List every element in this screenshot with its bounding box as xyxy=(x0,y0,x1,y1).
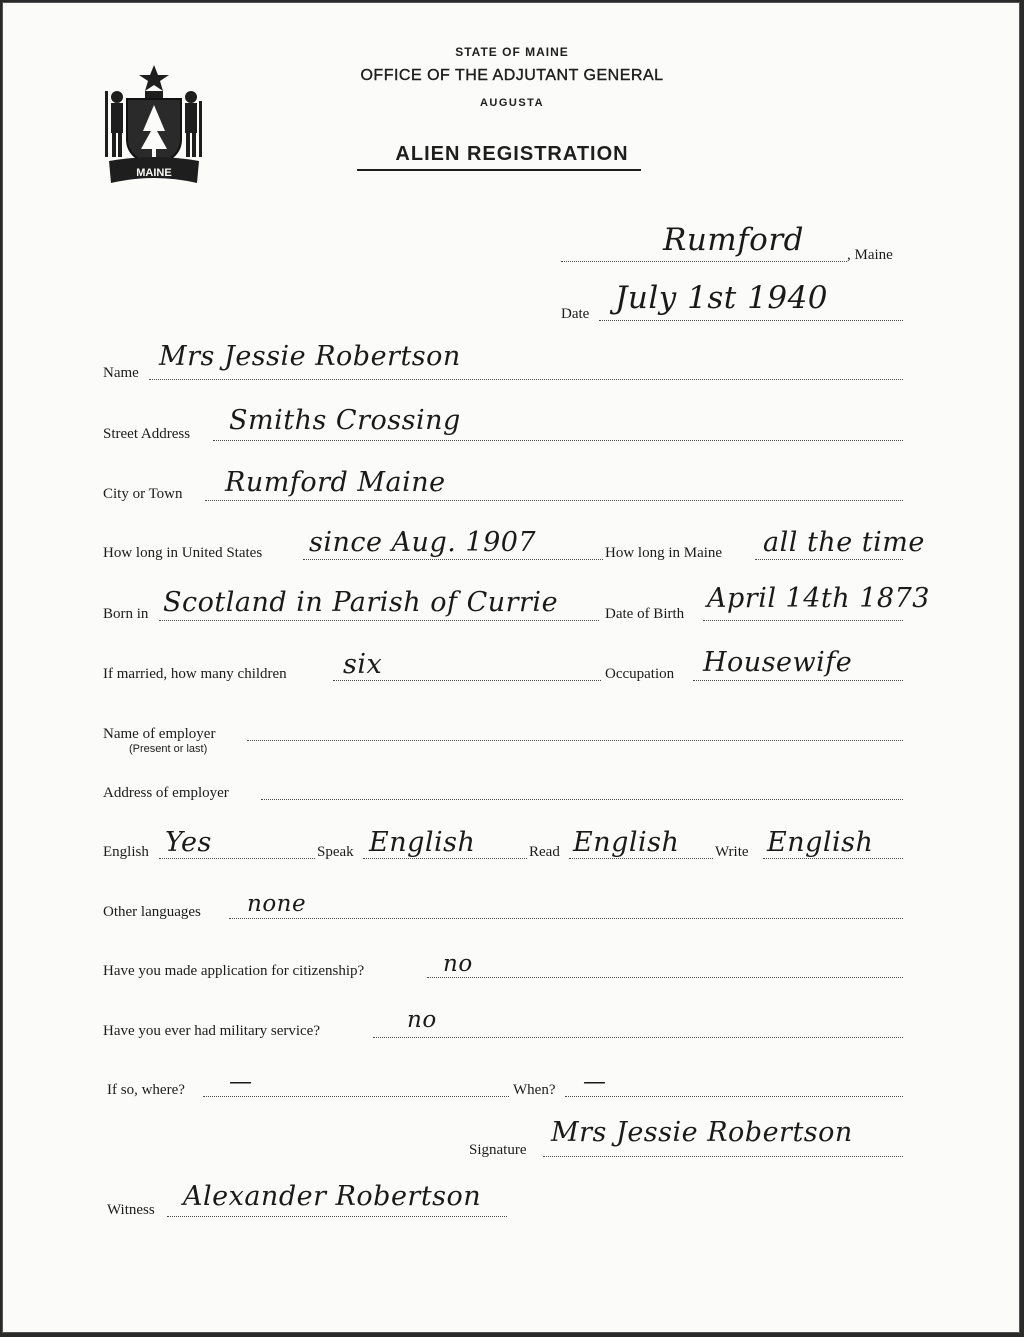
maine-duration-label: How long in Maine xyxy=(605,545,723,561)
english-label: English xyxy=(103,844,149,860)
read-label: Read xyxy=(529,844,560,860)
when-label: When? xyxy=(513,1082,556,1098)
signature-value: Mrs Jessie Robertson xyxy=(551,1117,853,1148)
place-label: , Maine xyxy=(847,247,893,263)
seal-label: MAINE xyxy=(136,167,172,179)
maine-duration-line xyxy=(755,559,903,560)
where-value: — xyxy=(229,1069,253,1095)
english-line xyxy=(159,858,315,859)
military-line xyxy=(373,1037,903,1038)
city-value: Rumford Maine xyxy=(225,467,446,498)
header-office: OFFICE OF THE ADJUTANT GENERAL xyxy=(360,67,664,84)
speak-line xyxy=(363,858,527,859)
us-duration-line xyxy=(303,559,603,560)
children-value: six xyxy=(343,649,383,680)
when-line xyxy=(565,1096,903,1097)
write-label: Write xyxy=(715,844,749,860)
citizenship-value: no xyxy=(443,951,473,977)
military-label: Have you ever had military service? xyxy=(103,1023,320,1039)
write-value: English xyxy=(767,827,874,858)
form-title: ALIEN REGISTRATION xyxy=(395,143,629,165)
citizenship-line xyxy=(427,977,903,978)
maine-duration-value: all the time xyxy=(763,527,925,558)
witness-line xyxy=(167,1216,507,1217)
english-value: Yes xyxy=(165,827,212,858)
read-value: English xyxy=(573,827,680,858)
date-label: Date xyxy=(561,306,590,322)
title-underline xyxy=(357,169,641,171)
born-in-label: Born in xyxy=(103,606,149,622)
dob-value: April 14th 1873 xyxy=(707,583,930,614)
dob-label: Date of Birth xyxy=(605,606,685,622)
other-languages-label: Other languages xyxy=(103,904,201,920)
us-duration-value: since Aug. 1907 xyxy=(309,527,537,558)
read-line xyxy=(569,858,713,859)
place-line xyxy=(561,261,847,262)
children-line xyxy=(333,680,601,681)
street-value: Smiths Crossing xyxy=(229,405,461,436)
speak-value: English xyxy=(369,827,476,858)
other-languages-line xyxy=(229,918,903,919)
when-value: — xyxy=(583,1069,607,1095)
street-label: Street Address xyxy=(103,426,191,442)
header-state: STATE OF MAINE xyxy=(455,45,569,59)
date-value: July 1st 1940 xyxy=(615,280,829,316)
employer-name-label: Name of employer xyxy=(103,726,216,742)
born-in-line xyxy=(159,620,599,621)
witness-value: Alexander Robertson xyxy=(183,1181,482,1212)
signature-line xyxy=(543,1156,903,1157)
witness-label: Witness xyxy=(107,1202,155,1218)
registration-form xyxy=(2,2,1020,1333)
dob-line xyxy=(703,620,903,621)
date-line xyxy=(599,320,903,321)
employer-name-line xyxy=(247,740,903,741)
name-label: Name xyxy=(103,365,139,381)
citizenship-label: Have you made application for citizenship? xyxy=(103,963,365,979)
speak-label: Speak xyxy=(317,844,354,860)
employer-address-line xyxy=(261,799,903,800)
children-label: If married, how many children xyxy=(103,666,287,682)
header-city: AUGUSTA xyxy=(479,97,545,109)
where-line xyxy=(203,1096,509,1097)
name-line xyxy=(149,379,903,380)
city-label: City or Town xyxy=(103,486,183,502)
place-value: Rumford xyxy=(663,222,805,258)
other-languages-value: none xyxy=(247,891,307,917)
occupation-line xyxy=(693,680,903,681)
signature-label: Signature xyxy=(469,1142,527,1158)
write-line xyxy=(763,858,903,859)
employer-address-label: Address of employer xyxy=(103,785,229,801)
employer-name-sublabel: (Present or last) xyxy=(129,743,208,755)
street-line xyxy=(213,440,903,441)
occupation-label: Occupation xyxy=(605,666,675,682)
born-in-value: Scotland in Parish of Currie xyxy=(163,587,559,618)
us-duration-label: How long in United States xyxy=(103,545,263,561)
name-value: Mrs Jessie Robertson xyxy=(159,341,461,372)
occupation-value: Housewife xyxy=(703,647,853,678)
city-line xyxy=(205,500,903,501)
military-value: no xyxy=(407,1007,437,1033)
where-label: If so, where? xyxy=(107,1082,185,1098)
